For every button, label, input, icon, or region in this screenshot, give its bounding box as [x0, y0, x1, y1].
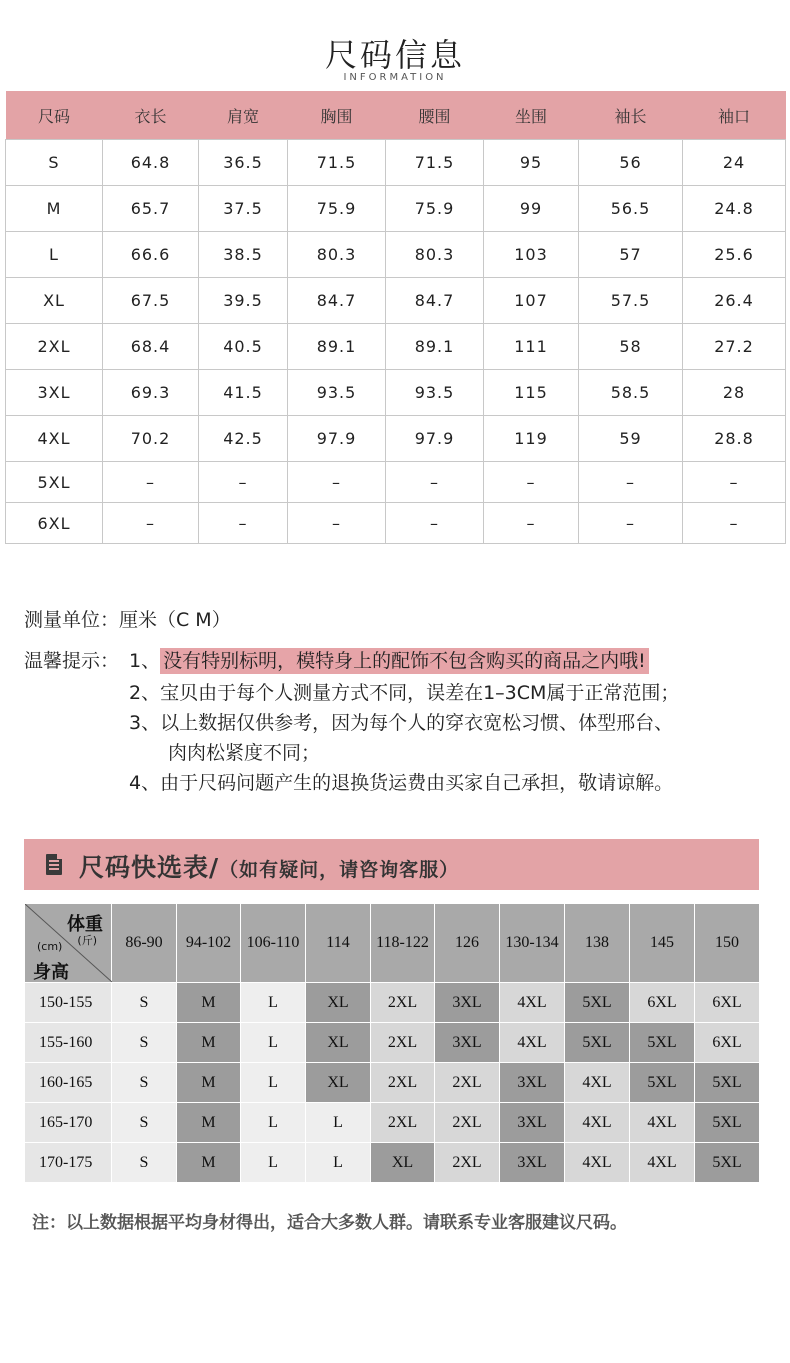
tip-3-continued: 肉肉松紧度不同；	[168, 742, 321, 764]
size-row	[6, 140, 786, 186]
quick-select-table	[24, 903, 760, 1183]
recommended-size-cell: 6XL	[630, 983, 695, 1023]
measurement-cell: 64.8	[103, 140, 199, 186]
size-row	[6, 278, 786, 324]
measurement-cell: –	[103, 462, 199, 503]
size-label-cell: S	[6, 140, 103, 186]
measurement-cell: –	[199, 462, 288, 503]
recommended-size-cell: L	[241, 1023, 306, 1063]
height-range-cell: 160-165	[25, 1063, 112, 1103]
measurement-cell: 65.7	[103, 186, 199, 232]
quick-select-note: （如有疑问，请咨询客服）	[219, 859, 460, 881]
recommended-size-cell: 4XL	[565, 1063, 630, 1103]
measurement-cell: 58	[579, 324, 683, 370]
quick-select-title	[79, 848, 459, 884]
measurement-cell: 71.5	[288, 140, 386, 186]
recommended-size-cell: XL	[306, 1023, 371, 1063]
measurement-cell: –	[683, 503, 786, 544]
height-range-cell: 165-170	[25, 1103, 112, 1143]
size-label-cell: L	[6, 232, 103, 278]
recommended-size-cell: 2XL	[371, 983, 435, 1023]
weight-header: 130-134	[500, 904, 565, 983]
recommended-size-cell: 5XL	[630, 1063, 695, 1103]
quick-select-header	[25, 904, 760, 983]
measurement-cell: 80.3	[288, 232, 386, 278]
recommended-size-cell: M	[177, 983, 241, 1023]
quick-select-row	[25, 1103, 760, 1143]
document-icon	[46, 854, 62, 875]
size-row	[6, 232, 786, 278]
tip-1	[129, 646, 649, 673]
measurement-cell: 119	[484, 416, 579, 462]
recommended-size-cell: 5XL	[695, 1143, 760, 1183]
recommended-size-cell: 4XL	[630, 1103, 695, 1143]
measurement-cell: –	[386, 462, 484, 503]
recommended-size-cell: XL	[306, 983, 371, 1023]
measurement-cell: –	[288, 503, 386, 544]
corner-header	[25, 904, 112, 983]
quick-select-row	[25, 1063, 760, 1103]
column-header: 袖长	[579, 91, 683, 140]
measurement-cell: 40.5	[199, 324, 288, 370]
recommended-size-cell: 2XL	[435, 1103, 500, 1143]
recommended-size-cell: M	[177, 1143, 241, 1183]
tips-label: 温馨提示：	[24, 650, 120, 672]
size-row	[6, 416, 786, 462]
height-range-cell: 150-155	[25, 983, 112, 1023]
measurement-cell: –	[288, 462, 386, 503]
measurement-cell: –	[579, 462, 683, 503]
measurement-cell: 84.7	[386, 278, 484, 324]
recommended-size-cell: 3XL	[435, 1023, 500, 1063]
recommended-size-cell: L	[241, 1063, 306, 1103]
column-header: 坐围	[484, 91, 579, 140]
measurement-cell: 59	[579, 416, 683, 462]
measurement-cell: 41.5	[199, 370, 288, 416]
measurement-cell: 75.9	[288, 186, 386, 232]
size-label-cell: 2XL	[6, 324, 103, 370]
recommended-size-cell: S	[112, 1103, 177, 1143]
weight-header: 106-110	[241, 904, 306, 983]
measurement-cell: 67.5	[103, 278, 199, 324]
measurement-cell: 75.9	[386, 186, 484, 232]
measurement-cell: 28	[683, 370, 786, 416]
measurement-cell: 27.2	[683, 324, 786, 370]
measurement-cell: 68.4	[103, 324, 199, 370]
size-label-cell: XL	[6, 278, 103, 324]
quick-select-title-text: 尺码快选表/	[79, 853, 220, 882]
page-subtitle: INFORMATION	[343, 72, 447, 83]
tip-4: 4、由于尺码问题产生的退换货运费由买家自己承担，敬请谅解。	[129, 772, 674, 794]
measurement-cell: –	[199, 503, 288, 544]
size-table	[5, 91, 786, 544]
recommended-size-cell: L	[306, 1143, 371, 1183]
recommended-size-cell: XL	[306, 1063, 371, 1103]
measurement-cell: 28.8	[683, 416, 786, 462]
recommended-size-cell: 5XL	[565, 983, 630, 1023]
quick-select-row	[25, 1023, 760, 1063]
tip-1-highlight: 没有特别标明，模特身上的配饰不包含购买的商品之内哦!	[160, 648, 649, 674]
recommended-size-cell: S	[112, 1063, 177, 1103]
column-header: 胸围	[288, 91, 386, 140]
weight-header: 114	[306, 904, 371, 983]
size-label-cell: M	[6, 186, 103, 232]
recommended-size-cell: XL	[371, 1143, 435, 1183]
measurement-cell: 84.7	[288, 278, 386, 324]
recommended-size-cell: M	[177, 1063, 241, 1103]
size-label-cell: 3XL	[6, 370, 103, 416]
size-label-cell: 6XL	[6, 503, 103, 544]
measurement-cell: –	[579, 503, 683, 544]
measurement-cell: 70.2	[103, 416, 199, 462]
weight-header: 145	[630, 904, 695, 983]
weight-header: 94-102	[177, 904, 241, 983]
weight-label: 体重	[67, 914, 103, 935]
measurement-cell: 99	[484, 186, 579, 232]
measurement-cell: 89.1	[288, 324, 386, 370]
recommended-size-cell: 6XL	[695, 1023, 760, 1063]
measurement-cell: 93.5	[386, 370, 484, 416]
measurement-cell: –	[484, 503, 579, 544]
measurement-cell: 56.5	[579, 186, 683, 232]
recommended-size-cell: 3XL	[500, 1063, 565, 1103]
recommended-size-cell: M	[177, 1103, 241, 1143]
measurement-cell: 103	[484, 232, 579, 278]
recommended-size-cell: 2XL	[435, 1063, 500, 1103]
recommended-size-cell: S	[112, 983, 177, 1023]
column-header: 尺码	[6, 91, 103, 140]
recommended-size-cell: 4XL	[565, 1143, 630, 1183]
size-label-cell: 5XL	[6, 462, 103, 503]
size-row	[6, 503, 786, 544]
weight-header: 118-122	[371, 904, 435, 983]
measurement-cell: 97.9	[288, 416, 386, 462]
recommended-size-cell: 6XL	[695, 983, 760, 1023]
tip-1-number: 1、	[129, 650, 161, 672]
quick-select-row	[25, 1143, 760, 1183]
measurement-cell: 25.6	[683, 232, 786, 278]
recommended-size-cell: 2XL	[371, 1103, 435, 1143]
page-title: 尺码信息	[324, 36, 465, 74]
measurement-cell: 38.5	[199, 232, 288, 278]
measurement-cell: 115	[484, 370, 579, 416]
size-row	[6, 324, 786, 370]
weight-header: 86-90	[112, 904, 177, 983]
recommended-size-cell: 3XL	[500, 1103, 565, 1143]
recommended-size-cell: 5XL	[695, 1063, 760, 1103]
recommended-size-cell: 2XL	[435, 1143, 500, 1183]
weight-header: 126	[435, 904, 500, 983]
recommended-size-cell: 2XL	[371, 1023, 435, 1063]
recommended-size-cell: L	[241, 983, 306, 1023]
size-row	[6, 186, 786, 232]
measurement-cell: 66.6	[103, 232, 199, 278]
recommended-size-cell: M	[177, 1023, 241, 1063]
measurement-cell: 36.5	[199, 140, 288, 186]
size-row	[6, 462, 786, 503]
measurement-cell: 95	[484, 140, 579, 186]
recommended-size-cell: 3XL	[435, 983, 500, 1023]
size-table-header	[6, 91, 786, 140]
recommended-size-cell: 5XL	[565, 1023, 630, 1063]
height-unit: (cm)	[37, 940, 63, 953]
measurement-cell: 24	[683, 140, 786, 186]
weight-header: 150	[695, 904, 760, 983]
measurement-cell: 57.5	[579, 278, 683, 324]
quick-select-banner	[24, 839, 759, 890]
recommended-size-cell: 4XL	[500, 983, 565, 1023]
recommended-size-cell: 4XL	[630, 1143, 695, 1183]
height-range-cell: 170-175	[25, 1143, 112, 1183]
measurement-cell: 24.8	[683, 186, 786, 232]
recommended-size-cell: 2XL	[371, 1063, 435, 1103]
recommended-size-cell: 5XL	[630, 1023, 695, 1063]
measurement-cell: 42.5	[199, 416, 288, 462]
measurement-cell: 69.3	[103, 370, 199, 416]
weight-header: 138	[565, 904, 630, 983]
measurement-cell: 26.4	[683, 278, 786, 324]
measurement-cell: –	[103, 503, 199, 544]
footnote: 注：以上数据根据平均身材得出，适合大多数人群。请联系专业客服建议尺码。	[32, 1213, 627, 1233]
recommended-size-cell: 4XL	[500, 1023, 565, 1063]
measurement-cell: 111	[484, 324, 579, 370]
recommended-size-cell: 3XL	[500, 1143, 565, 1183]
size-row	[6, 370, 786, 416]
measurement-cell: 39.5	[199, 278, 288, 324]
recommended-size-cell: L	[306, 1103, 371, 1143]
measurement-cell: 58.5	[579, 370, 683, 416]
height-label: 身高	[33, 962, 69, 983]
measurement-cell: –	[386, 503, 484, 544]
quick-select-row	[25, 983, 760, 1023]
measurement-cell: 57	[579, 232, 683, 278]
measurement-unit: 测量单位：厘米（C M）	[24, 609, 231, 631]
column-header: 肩宽	[199, 91, 288, 140]
measurement-cell: 56	[579, 140, 683, 186]
height-range-cell: 155-160	[25, 1023, 112, 1063]
measurement-cell: 107	[484, 278, 579, 324]
column-header: 衣长	[103, 91, 199, 140]
column-header: 袖口	[683, 91, 786, 140]
recommended-size-cell: S	[112, 1023, 177, 1063]
recommended-size-cell: L	[241, 1103, 306, 1143]
measurement-cell: –	[484, 462, 579, 503]
measurement-cell: 89.1	[386, 324, 484, 370]
measurement-cell: 37.5	[199, 186, 288, 232]
recommended-size-cell: 5XL	[695, 1103, 760, 1143]
weight-unit: (斤)	[77, 934, 97, 947]
measurement-cell: 97.9	[386, 416, 484, 462]
recommended-size-cell: L	[241, 1143, 306, 1183]
recommended-size-cell: S	[112, 1143, 177, 1183]
recommended-size-cell: 4XL	[565, 1103, 630, 1143]
measurement-cell: 80.3	[386, 232, 484, 278]
size-label-cell: 4XL	[6, 416, 103, 462]
tip-2: 2、宝贝由于每个人测量方式不同，误差在1–3CM属于正常范围；	[129, 682, 680, 704]
measurement-cell: 93.5	[288, 370, 386, 416]
tip-3: 3、以上数据仅供参考，因为每个人的穿衣宽松习惯、体型邢台、	[129, 712, 674, 734]
measurement-cell: 71.5	[386, 140, 484, 186]
column-header: 腰围	[386, 91, 484, 140]
measurement-cell: –	[683, 462, 786, 503]
